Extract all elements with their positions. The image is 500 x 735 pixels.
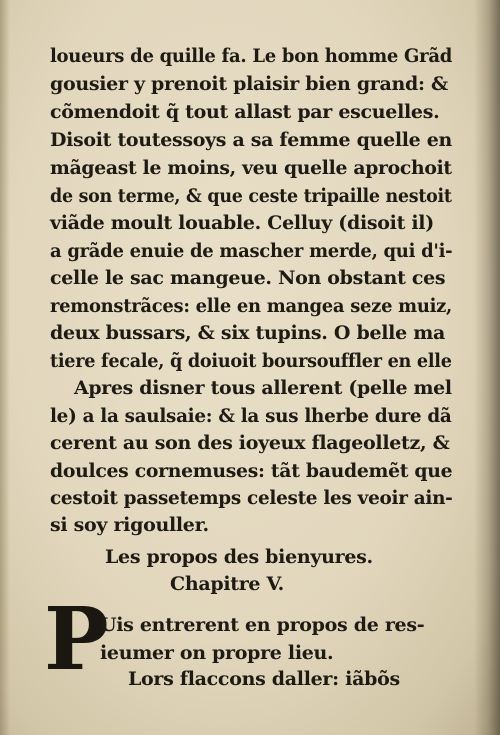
text-line-7: viãde moult louable. Celluy (disoit il) [50, 212, 434, 234]
text-line-9: celle le sac mangeue. Non obstant ces [50, 267, 446, 289]
text-line-1: loueurs de quille fa. Le bon homme Grãd [50, 45, 453, 67]
chapter-line-1: Uis entrerent en propos de res- [100, 614, 425, 636]
text-line-3: cõmendoit q̃ tout allast par escuelles. [50, 101, 440, 123]
chapter-line-2: ieumer on propre lieu. [100, 642, 334, 664]
text-line-6: de son terme, & que ceste tripaille nestoit [50, 185, 452, 207]
text-line-13: Apres disner tous allerent (pelle mel [74, 377, 452, 399]
text-line-16: doulces cornemuses: tãt baudemẽt que [50, 460, 453, 482]
chapter-line-3: Lors flaccons daller: iãbõs [128, 668, 400, 690]
text-line-4: Disoit toutessoys a sa femme quelle en [50, 129, 452, 151]
text-line-15: cerent au son des ioyeux flageolletz, & [50, 432, 450, 454]
page-edge-shading [0, 0, 10, 735]
text-line-8: a grãde enuie de mascher merde, qui d'i- [50, 240, 453, 262]
text-line-17: cestoit passetemps celeste les veoir ain- [50, 487, 453, 509]
text-line-14: le) a la saulsaie: & la sus lherbe dure dã [50, 405, 452, 427]
decorated-initial-letter: P [44, 589, 109, 690]
text-line-10: remonstrãces: elle en mangea seze muiz, [50, 295, 453, 317]
text-line-2: gousier y prenoit plaisir bien grand: & [50, 73, 448, 95]
text-line-12: tiere fecale, q̃ doiuoit boursouffler en elle [50, 350, 452, 372]
gutter-shadow [474, 0, 500, 735]
text-line-11: deux bussars, & six tupins. O belle ma [50, 322, 446, 344]
text-line-18: si soy rigouller. [50, 514, 209, 536]
chapter-title: Les propos des bienyures. [105, 546, 373, 568]
text-line-5: mãgeast le moins, veu quelle aprochoit [50, 157, 452, 179]
chapter-number: Chapitre V. [170, 573, 284, 595]
